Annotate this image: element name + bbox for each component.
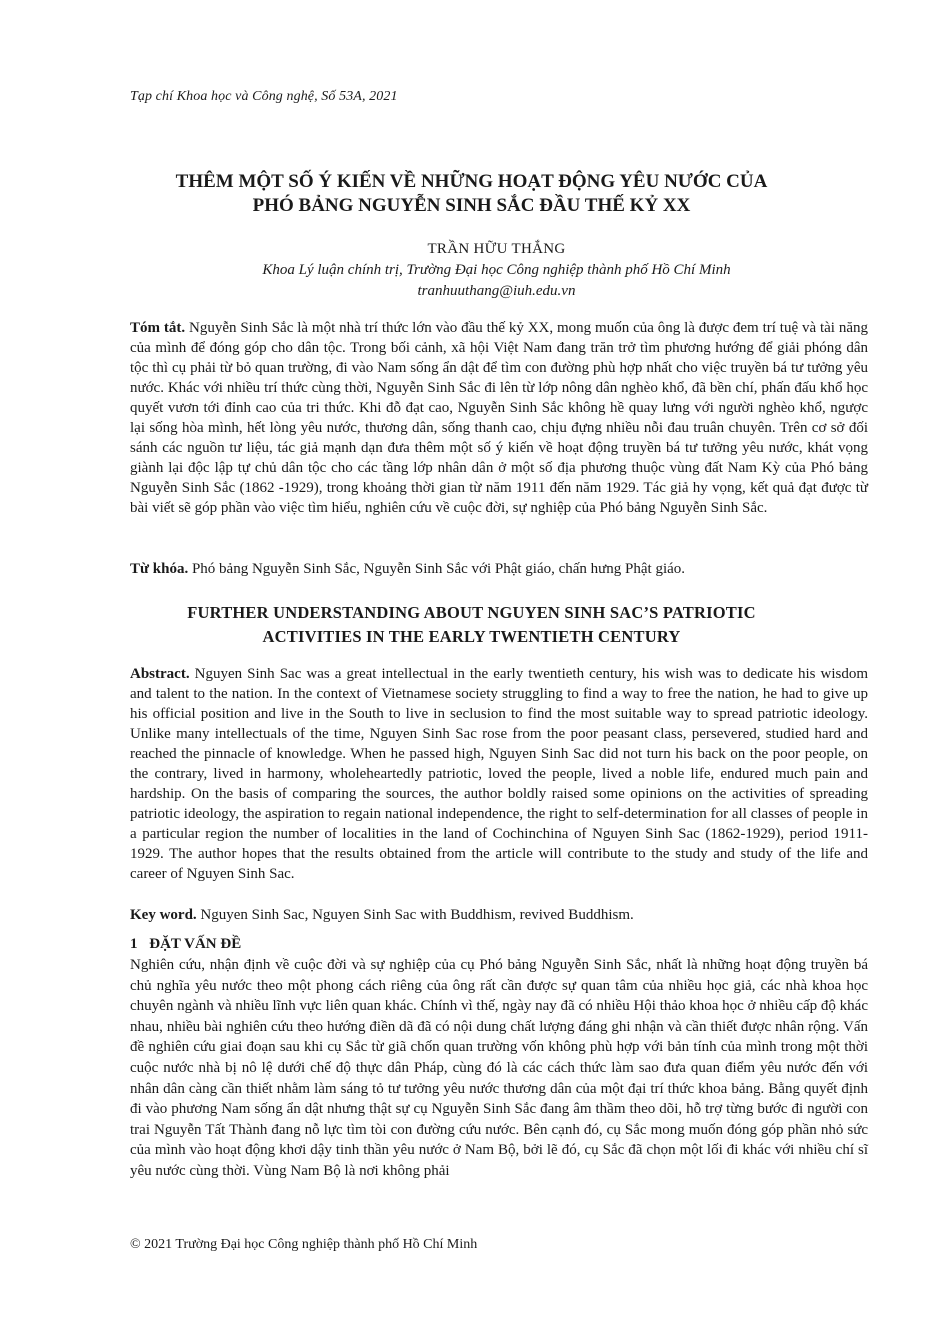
title-en-line-1: FURTHER UNDERSTANDING ABOUT NGUYEN SINH SAC’S PATRIOTIC xyxy=(187,603,756,622)
abstract-vi-label: Tóm tắt. xyxy=(130,320,186,336)
author-email: tranhuuthang@iuh.edu.vn xyxy=(417,283,576,299)
author-affiliation: Khoa Lý luận chính trị, Trường Đại học Công nghiệp thành phố Hồ Chí Minh xyxy=(262,262,731,278)
author-block xyxy=(130,239,863,302)
title-en-line-2: ACTIVITIES IN THE EARLY TWENTIETH CENTURY xyxy=(262,627,681,646)
article-title-english xyxy=(100,601,843,649)
title-vi-line-2: PHÓ BẢNG NGUYỄN SINH SẮC ĐẦU THẾ KỶ XX xyxy=(252,195,691,216)
section-1-heading xyxy=(130,934,241,954)
keywords-en-label: Key word. xyxy=(130,907,197,923)
abstract-vi-text: Nguyễn Sinh Sắc là một nhà trí thức lớn vào đầu thế kỷ XX, mong muốn của ông là được đem trí tuệ và tài năng của mình để đóng góp cho dân tộc. Trong bối cảnh, xã hội Việt Nam đang trăn trở tìm phương hướng để giải phóng dân tộc thì cụ phải từ bỏ quan trường, đi vào Nam sống ẩn dật để tìm con đường phù hợp nhất cho việc truyền bá tư tưởng yêu nước. Khác với nhiều trí thức cùng thời, Nguyễn Sinh Sắc đi lên từ lớp nông dân nghèo khổ, đã bền chí, phấn đấu khổ học quyết vươn tới đỉnh cao của tri thức. Khi đỗ đạt cao, Nguyễn Sinh Sắc không hề quay lưng với người nghèo khổ, ngược lại sống hòa mình, hết lòng yêu nước, thương dân, sống thanh cao, chịu đựng nhiều nỗi đau truân chuyên. Trên cơ sở đối sánh các nguồn tư liệu, tác giả mạnh dạn đưa thêm một số ý kiến về hoạt động truyền bá tư tưởng yêu nước, khát vọng giành lại độc lập tự chủ dân tộc cho các tầng lớp nhân dân ở một số địa phương thuộc vùng đất Nam Kỳ của Phó bảng Nguyễn Sinh Sắc (1862 -1929), trong khoảng thời gian từ năm 1911 đến năm 1929. Tác giả hy vọng, kết quả đạt được từ bài viết sẽ góp phần vào việc tìm hiểu, nghiên cứu về cuộc đời, sự nghiệp của Phó bảng Nguyễn Sinh Sắc. xyxy=(130,320,868,516)
abstract-en-label: Abstract. xyxy=(130,666,190,682)
abstract-english xyxy=(130,664,868,884)
abstract-en-text: Nguyen Sinh Sac was a great intellectual in the early twentieth century, his wish was to dedicate his wisdom and talent to the nation. In the context of Vietnamese society struggling to find a way to free the nation, he had to give up his official position and live in the South to live in seclusion to find the most suitable way to spread patriotic ideology. Unlike many intellectuals of the time, Nguyen Sinh Sac rose from the poor peasant class, persevered, studied hard and reached the pinnacle of knowledge. When he passed high, Nguyen Sinh Sac did not turn his back on the poor people, on the contrary, lived in harmony, wholeheartedly patriotic, loved the people, lived a noble life, endured much pain and hardship. On the basis of comparing the sources, the author boldly raised some opinions on the activities of spreading patriotic ideology, the aspiration to regain national independence, the right to self-determination for all classes of people in a particular region the number of localities in the land of Cochinchina of Nguyen Sinh Sac (1862-1929), period 1911-1929. The author hopes that the results obtained from the article will contribute to the study and study of the life and career of Nguyen Sinh Sac. xyxy=(130,666,868,882)
abstract-vietnamese xyxy=(130,318,868,518)
section-1-title: ĐẶT VẤN ĐỀ xyxy=(149,936,242,952)
keywords-english xyxy=(130,905,868,925)
keywords-vietnamese xyxy=(130,559,868,579)
article-title-vietnamese xyxy=(100,170,843,218)
footer-copyright: © 2021 Trường Đại học Công nghiệp thành phố Hồ Chí Minh xyxy=(130,1237,478,1252)
section-1-number: 1 xyxy=(130,936,138,952)
section-1-body: Nghiên cứu, nhận định về cuộc đời và sự nghiệp của cụ Phó bảng Nguyễn Sinh Sắc, nhất là những hoạt động truyền bá chủ nghĩa yêu nước theo một phong cách riêng của ông rất cần được sự quan tâm của nhiều học giả, các nhà khoa học chuyên ngành và nhiều lĩnh vực liên quan khác. Chính vì thế, ngày nay đã có nhiều Hội thảo khoa học ở nhiều cấp độ khác nhau, nhiều bài nghiên cứu theo hướng điền dã đã có nội dung chất lượng đáng ghi nhận và cần thiết được nhân rộng. Vấn đề nghiên cứu giai đoạn sau khi cụ Sắc từ giã chốn quan trường vốn không phù hợp với bản tính của mình trong một thời cuộc nước nhà bị nô lệ dưới chế độ thực dân Pháp, cùng đó là các cách thức làm sao đưa quan điểm yêu nước đến với nhân dân càng cần thiết nhằm làm sáng tỏ tư tưởng yêu nước thương dân của một đại trí thức khoa bảng. Bằng quyết định đi vào phương Nam sống ẩn dật nhưng thật sự cụ Nguyễn Sinh Sắc đang âm thầm theo dõi, hỗ trợ từng bước đi người con trai Nguyễn Tất Thành đang nỗ lực tìm tòi con đường cứu nước. Bên cạnh đó, cụ Sắc mong muốn đóng góp phần nhỏ sức của mình vào hoạt động khơi dậy tinh thần yêu nước ở Nam Bộ, bởi lẽ đó, cụ Sắc đã chọn một lối đi khác với nhiều chí sĩ yêu nước cùng thời. Vùng Nam Bộ là nơi không phải xyxy=(130,957,868,1179)
keywords-en-text: Nguyen Sinh Sac, Nguyen Sinh Sac with Buddhism, revived Buddhism. xyxy=(200,907,634,923)
journal-citation: Tạp chí Khoa học và Công nghệ, Số 53A, 2021 xyxy=(130,89,398,104)
author-name: TRẦN HỮU THẮNG xyxy=(427,241,566,257)
keywords-vi-text: Phó bảng Nguyễn Sinh Sắc, Nguyễn Sinh Sắc với Phật giáo, chấn hưng Phật giáo. xyxy=(191,561,686,577)
title-vi-line-1: THÊM MỘT SỐ Ý KIẾN VỀ NHỮNG HOẠT ĐỘNG YÊU NƯỚC CỦA xyxy=(175,171,768,192)
keywords-vi-label: Từ khóa. xyxy=(130,561,189,577)
